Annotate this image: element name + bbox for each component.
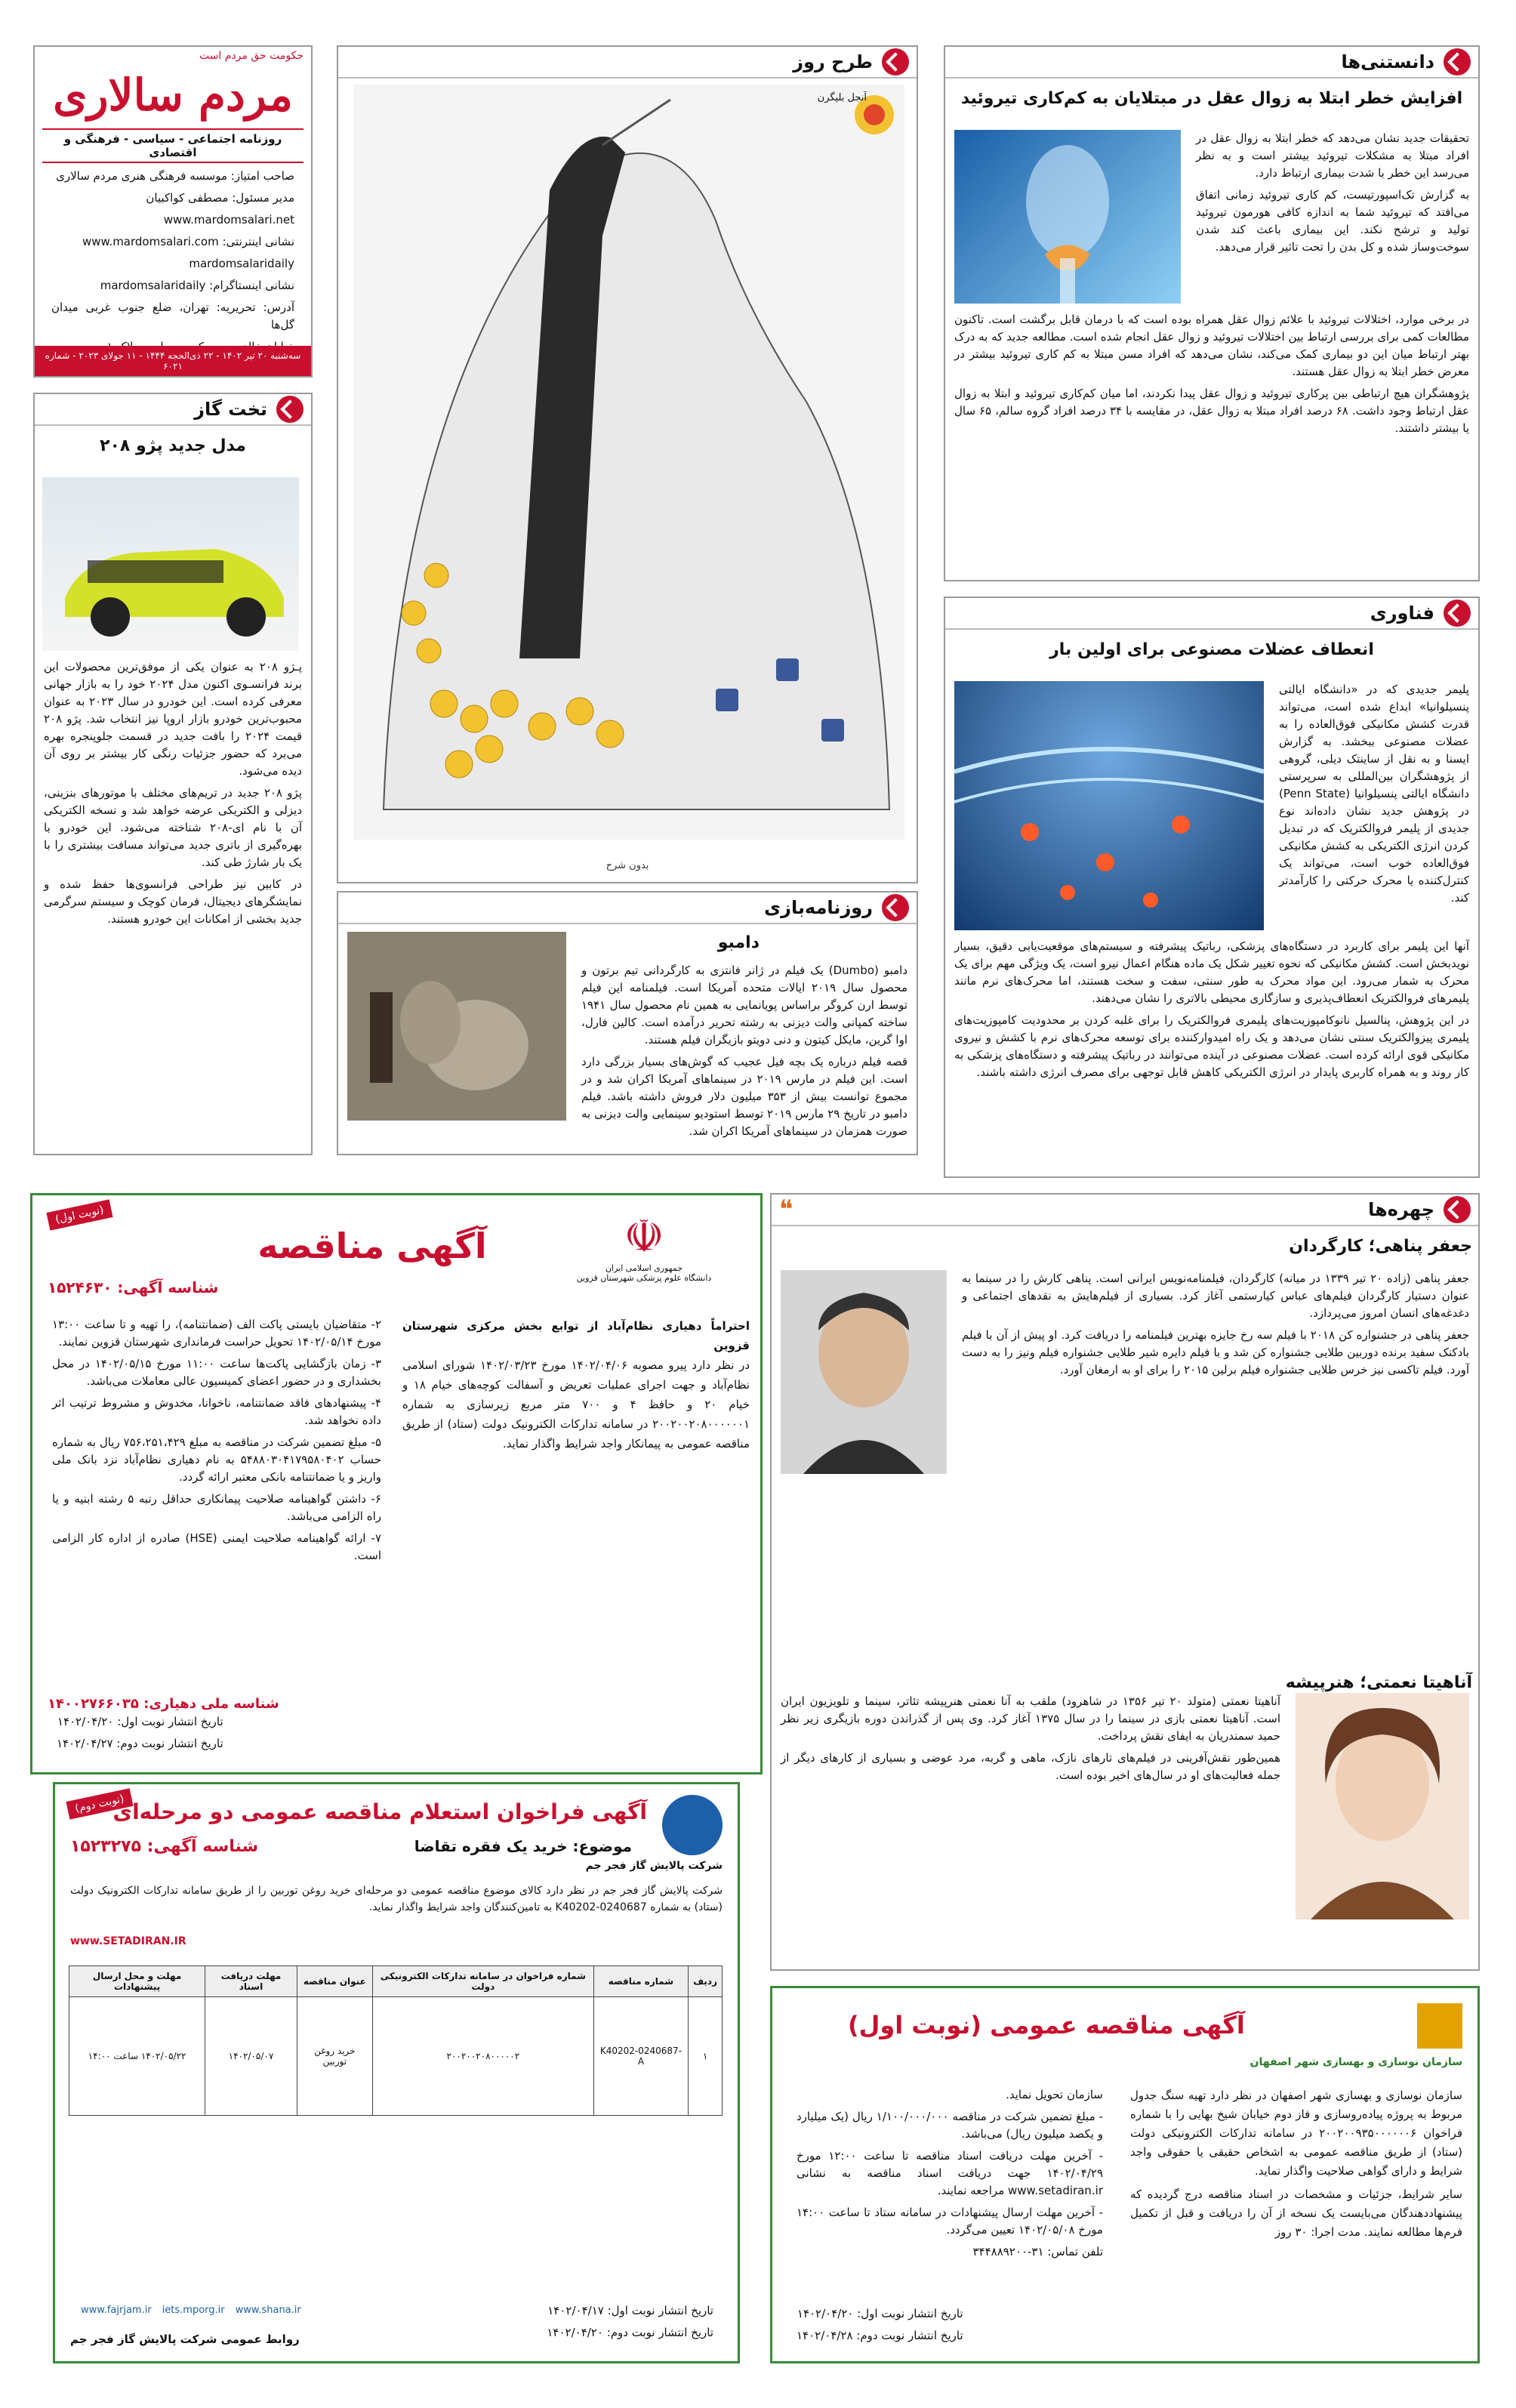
- table-header-cell: عنوان مناقصه: [297, 1966, 372, 1997]
- tender-dates: [787, 2305, 972, 2349]
- masthead-line: آدرس: تحریریه: تهران، ضلع جنوب غربی میدان گل‌ها: [51, 301, 294, 331]
- section-title: چهره‌ها: [1368, 1199, 1434, 1220]
- section-header-chehreha: [772, 1195, 1478, 1226]
- tender-intro: شرکت پالایش گاز فجر جم در نظر دارد کالای موضوع مناقصه عمومی دو مرحله‌ای خرید روغن توربین را از طریق سامانه تدارکات الکترونیک دولت (ستاد) به شماره K40202-0240687 به تامین‌کنندگان واجد شرایط واگذار نماید.: [70, 1885, 723, 1913]
- masthead-type: روزنامه اجتماعی - سیاسی - فرهنگی و اقتصادی: [42, 128, 304, 163]
- tender-item: - آخرین مهلت دریافت اسناد مناقصه تا ساعت ۱۲:۰۰ مورخ ۱۴۰۲/۰۴/۲۹ جهت دریافت اسناد مناقصه به نشانی www.setadiran.ir مراجعه نمایند.: [797, 2149, 1103, 2197]
- paragraph: دامبو (Dumbo) یک فیلم در ژانر فانتزی به کارگردانی تیم برتون و محصول سال ۲۰۱۹ ایالات متحده آمریکا است. فیلمنامه این فیلم توسط ارن کروگر براساس پویانمایی به همین نام محصول سال ۱۹۴۱ ساخته کمپانی والت دیزنی به رشته تحریر درآمده است. کالین فارل، اوا گرین، مایکل کیتون و دنی دویتو بازیگران فیلم هستند.: [581, 964, 907, 1047]
- tender-body-2: سایر شرایط، جزئیات و مشخصات در اسناد مناقصه درج گردیده که پیشنهاددهندگان می‌بایست یک نسخه از آن را دریافت و قبل از تکمیل فرم‌ها مطالعه نمایند. مدت اجرا: ۳۰ روز: [1130, 2188, 1462, 2239]
- car-photo: [42, 477, 299, 651]
- nioc-logo-icon: [662, 1795, 723, 1855]
- tender-national-id: شناسه ملی دهیاری: ۱۴۰۰۲۷۶۶۰۳۵: [48, 1696, 279, 1712]
- faces-section: [770, 1193, 1480, 1971]
- article-headline: دامبو: [717, 933, 760, 952]
- table-header-cell: مهلت و محل ارسال پیشنهادات: [69, 1966, 205, 1997]
- tender-date: تاریخ انتشار نوبت دوم: ۱۴۰۲/۰۴/۲۸: [797, 2329, 963, 2342]
- masthead-tagline: حکومت حق مردم است: [199, 50, 304, 62]
- cartoon-caption: بدون شرح: [605, 860, 649, 871]
- tender-ad-2: [53, 1782, 740, 2363]
- tender-item: ۲- متقاضیان بایستی پاکت الف (ضمانتنامه)، را تهیه و تا ساعت ۱۳:۰۰ مورخ ۱۴۰۲/۰۵/۱۴ تحویل حراست فرمانداری شهرستان قزوین نمایند.: [52, 1318, 381, 1349]
- section-header-danestaniha: [945, 47, 1478, 79]
- tender-badge: (نوبت اول): [46, 1199, 112, 1230]
- tender-dates: [48, 1713, 233, 1757]
- paragraph: پژوهشگران هیچ ارتباطی بین پرکاری تیروئید و زوال عقل پیدا نکردند، اما میان کم‌کاری تیروئید و ابتلا به زوال عقل ارتباط وجود داشت. ۶۸ درصد افراد مبتلا به زوال عقل، در مقایسه با ۳۴ درصد افراد گروه سالم، ۶۵ سال یا بیشتر داشتند.: [954, 387, 1469, 435]
- section-title: دانستنی‌ها: [1341, 51, 1434, 72]
- tender-item: ۶- داشتن گواهینامه صلاحیت پیمانکاری حداقل رتبه ۵ رشته ابنیه و یا راه الزامی می‌باشد.: [52, 1492, 381, 1523]
- tender-item: ۳- زمان بازگشایی پاکت‌ها ساعت ۱۱:۰۰ مورخ ۱۴۰۲/۰۵/۱۵ در محل بخشداری و در حضور اعضای کمیسیون عالی معاملات می‌باشد.: [52, 1357, 381, 1388]
- car-article: [33, 393, 313, 1155]
- masthead-line: www.mardomsalari.net: [163, 213, 294, 227]
- paragraph: همین‌طور نقش‌آفرینی در فیلم‌های تارهای نازک، ماهی و گربه، مرد عوضی و بسیاری از کارهای دیگر از جمله فعالیت‌های او در سال‌های اخیر بوده است.: [781, 1751, 1280, 1782]
- tender-org: سازمان نوسازی و بهسازی شهر اصفهان: [1249, 2056, 1462, 2068]
- tender-link[interactable]: www.shana.ir: [235, 2305, 301, 2316]
- masthead-line: نشانی اینترنتی: www.mardomsalari.com: [82, 235, 294, 248]
- paragraph: در این پژوهش، پنالسیل نانوکامپوزیت‌های پلیمری فروالکتریک را برای غلبه کردن بر محدودیت کامپوزیت‌های پلیمری پیزوالکتریک سنتی نشان می‌دهد و یک راه امیدوارکننده برای توسعه محرک‌های نرم با کشش و نیروی مکانیکی قوی ارائه کرده است. عضلات مصنوعی در آینده می‌توانند در رباتیک پیشرفته و دستگاه‌های پزشکی به کار روند و به همراه کاربری پایدار در انرژی الکتریکی کاهش قابل توجهی برای مصرف انرژی داشته باشند.: [954, 1013, 1469, 1079]
- panahi-photo: [781, 1270, 947, 1474]
- article-body-continued: [945, 311, 1478, 442]
- masthead-line: صاحب امتیاز: موسسه فرهنگی هنری مردم سالاری: [56, 169, 294, 183]
- iran-emblem-icon: ☫ جمهوری اسلامی ایران دانشگاه علوم پزشکی شهرستان قزوین: [561, 1210, 727, 1283]
- section-arrow-icon: [882, 894, 909, 921]
- tender-item: ۷- ارائه گواهینامه صلاحیت ایمنی (HSE) صادره از اداره کار الزامی است.: [52, 1531, 381, 1562]
- polymer-image: [954, 681, 1264, 930]
- tender-title: آگهی مناقصه: [257, 1226, 487, 1266]
- tender-lead: احتراماً دهیاری نظام‌آباد از توابع بخش مرکزی شهرستان قزوین: [402, 1319, 750, 1352]
- tender-footer: روابط عمومی شرکت پالایش گاز فجر جم: [70, 2332, 300, 2346]
- tender-date: تاریخ انتشار نوبت اول: ۱۴۰۲/۰۴/۲۰: [57, 1715, 223, 1728]
- table-header-cell: شماره فراخوان در سامانه تدارکات الکترونیکی دولت: [372, 1966, 593, 1997]
- section-header-takht-gaz: [35, 394, 311, 426]
- paragraph: پژو ۲۰۸ جدید در تریم‌های مختلف با موتورهای بنزینی، دیزلی و الکتریکی عرضه خواهد شد و نسخه الکتریکی آن با نام ای-۲۰۸ شناخته می‌شود. این خودرو با بهره‌گیری از باتری جدید می‌تواند مسافت بیشتری را با یک بار شارژ طی کند.: [44, 786, 302, 869]
- panahi-headline: جعفر پناهی؛ کارگردان: [1289, 1237, 1472, 1256]
- paragraph: جعفر پناهی در جشنواره کن ۲۰۱۸ با فیلم سه رخ جایزه بهترین فیلمنامه را دریافت کرد. او پیش از آن با فیلم بادکنک سفید برنده دوربین طلایی جشنواره کن شد و با فیلم دایره شیر طلایی جشنواره فیلم ونیز را به دست آورد. فیلم تاکسی نیز خرس طلایی جشنواره فیلم برلین ۲۰۱۵ را برای او به ارمغان آورد.: [962, 1328, 1469, 1377]
- tender-item: - مبلغ تضمین شرکت در مناقصه ۱/۱۰۰/۰۰۰/۰۰۰ ریال (یک میلیارد و یکصد میلیون ریال) می‌باشد.: [797, 2110, 1103, 2141]
- section-arrow-icon: [1444, 48, 1471, 76]
- tender-dates: [538, 2302, 723, 2346]
- tender-item: سازمان تحویل نماید.: [1006, 2088, 1103, 2101]
- tender-link[interactable]: www.fajrjam.ir: [81, 2305, 152, 2316]
- cartoon-artist: آنجل بلیگرن: [817, 92, 867, 103]
- tender-ad-id: شناسه آگهی: ۱۵۲۳۲۷۵: [70, 1837, 259, 1856]
- tender-links: [70, 2305, 301, 2316]
- nemati-headline: آناهیتا نعمتی؛ هنرپیشه: [1285, 1673, 1472, 1692]
- masthead-line: نشانی اینستاگرام: mardomsalaridaily: [100, 279, 294, 292]
- tender-item: - آخرین مهلت ارسال پیشنهادات در سامانه ستاد تا ساعت ۱۴:۰۰ مورخ ۱۴۰۲/۰۵/۰۸ تعیین می‌گردد.: [797, 2206, 1103, 2237]
- paragraph: در کابین نیز طراحی فرانسوی‌ها حفظ شده و نمایشگرهای دیجیتال، فرمان کوچک و سیستم سرگرمی جدید بخشی از امکانات این خودرو هستند.: [44, 877, 302, 926]
- section-arrow-icon: [1444, 600, 1471, 627]
- paragraph: آناهیتا نعمتی (متولد ۲۰ تیر ۱۳۵۶ در شاهرود) ملقب به آنا نعمتی هنرپیشه تئاتر، سینما و تلویزیون ایران است. آناهیتا نعمتی بازی در سینما را در سال ۱۳۷۵ آغاز کرد. وی پس از گذراندن دوره بازیگری زیر نظر حمید سمندریان به ایفای نقش پرداخت.: [781, 1694, 1281, 1743]
- table-cell: ۱: [689, 1997, 723, 2116]
- table-cell: ۱۴۰۲/۰۵/۰۷: [205, 1997, 297, 2116]
- table-header-cell: مهلت دریافت اسناد: [205, 1966, 297, 1997]
- tender-date: تاریخ انتشار نوبت اول: ۱۴۰۲/۰۴/۱۷: [547, 2304, 713, 2317]
- section-header-tarh-rooz: [338, 47, 917, 79]
- tender-left-column: [787, 2086, 1112, 2265]
- tender-table: [69, 1966, 723, 2116]
- paragraph: در برخی موارد، اختلالات تیروئید با علائم زوال عقل همراه بوده است که با درمان قابل برگشت است. تاکنون مطالعات کمی برای بررسی ارتباط بین اختلالات تیروئید و زوال عقل انجام شده است. مطالعه جدید که به درک بهتر ارتباط میان این دو بیماری کمک می‌کند، نشان می‌دهد که افراد مسن مبتلا به کم کاری تیروئید بیشتر در معرض خطر ابتلا به زوال عقل هستند.: [954, 313, 1469, 378]
- movie-article: [337, 891, 918, 1155]
- article-body: [1187, 130, 1478, 261]
- tech-article: [944, 597, 1480, 1178]
- article-headline: مدل جدید پژو ۲۰۸: [100, 436, 246, 455]
- tender-item: تلفن تماس: ۳۱-۳۴۴۸۸۹۲۰۰: [972, 2245, 1103, 2258]
- tender-badge: (نوبت دوم): [66, 1788, 133, 1819]
- thyroid-article: [944, 45, 1480, 581]
- tender-date: تاریخ انتشار نوبت اول: ۱۴۰۲/۰۴/۲۰: [797, 2307, 963, 2320]
- tender-title: آگهی فراخوان استعلام مناقصه عمومی دو مرحله‌ای: [112, 1799, 647, 1824]
- thyroid-illustration: [954, 130, 1181, 304]
- masthead-date: سه‌شنبه ۲۰ تیر ۱۴۰۲ - ۲۲ ذی‌الحجه ۱۴۴۴ - ۱۱ جولای ۲۰۲۳ - شماره ۶۰۲۱: [35, 346, 311, 376]
- paragraph: پلیمر جدیدی که در «دانشگاه ایالتی پنسیلوانیا» ابداع شده است، می‌تواند قدرت کشش مکانیکی فوق‌العاده را به عضلات مصنوعی ببخشد. به گزارش ایسنا و به نقل از ساینتک دیلی، گروهی از پژوهشگران بین‌المللی به سرپرستی دانشگاه ایالتی پنسیلوانیا (Penn State) در پژوهش جدید نشان داده‌اند نوع جدیدی از پلیمر فروالکتریک که در تبدیل کردن انرژی الکتریکی به کشش مکانیکی فوق‌العاده خوب است، می‌تواند یک کنترل‌کننده یا محرک حرکتی را کارآمدتر کند.: [1279, 683, 1470, 905]
- section-header-fanavari: [945, 598, 1478, 630]
- tender-right-column: [1130, 2086, 1462, 2242]
- tender-date: تاریخ انتشار نوبت دوم: ۱۴۰۲/۰۴/۲۰: [547, 2326, 713, 2339]
- section-header-rooznamebazi: [338, 893, 917, 924]
- tender-ad-id: شناسه آگهی: ۱۵۲۴۶۳۰: [48, 1278, 219, 1296]
- tender-date: تاریخ انتشار نوبت دوم: ۱۴۰۲/۰۴/۲۷: [57, 1737, 223, 1750]
- section-title: تخت گاز: [194, 399, 267, 420]
- tender-org-top: جمهوری اسلامی ایران: [605, 1263, 683, 1273]
- section-title: طرح روز: [793, 51, 873, 72]
- article-headline: افزایش خطر ابتلا به زوال عقل در مبتلایان به کم‌کاری تیروئید: [960, 89, 1463, 108]
- table-header-cell: ردیف: [689, 1966, 723, 1997]
- tender-title: آگهی مناقصه عمومی (نوبت اول): [848, 2011, 1245, 2040]
- paragraph: قصه فیلم درباره یک بچه فیل عجیب که گوش‌های بسیار بزرگی دارد است. این فیلم در مارس ۲۰۱۹ در سینماهای آمریکا اکران شد و در مجموع توانست بیش از ۳۵۳ میلیون دلار فروش داشته باشد. فیلم دامبو در تاریخ ۲۹ مارس ۲۰۱۹ توسط استودیو سینمایی والت دیزنی به صورت همزمان در سینماهای آمریکا اکران شد.: [581, 1055, 907, 1138]
- cartoon-box: [337, 45, 918, 883]
- dumbo-photo: [347, 932, 566, 1121]
- masthead: [33, 45, 313, 378]
- panahi-body: [953, 1270, 1478, 1383]
- speech-bubble-icon: ❝: [779, 1195, 793, 1225]
- masthead-line: مدیر مسئول: مصطفی کواکبیان: [146, 191, 294, 205]
- nemati-photo: [1296, 1693, 1469, 1919]
- nemati-body: [772, 1693, 1290, 1789]
- article-body: [35, 658, 311, 933]
- tender-ad-1: [30, 1193, 763, 1774]
- table-header-cell: شماره مناقصه: [593, 1966, 688, 1997]
- paragraph: به گزارش تک‌اسپورتیست، کم کاری تیروئید زمانی اتفاق می‌افتد که تیروئید شما به اندازه کافی هورمون تیروئید تولید و ترشح نکند. این بیماری باعث کند شدن سوخت‌وساز شده و کل بدن را تحت تاثیر قرار می‌دهد.: [1196, 188, 1469, 254]
- tender-body: سازمان نوسازی و بهسازی شهر اصفهان در نظر دارد تهیه سنگ جدول مربوط به پروژه پیاده‌روسازی و فاز دوم خیابان شیخ بهایی را با شماره فراخوان ۲۰۰۲۰۰۹۳۵۰۰۰۰۰۰۶ در سامانه تدارکات الکترونیکی دولت (ستاد) از طریق مناقصه عمومی به اشخاص حقیقی یا حقوقی واجد شرایط و دارای گواهی صلاحیت واگذار نماید.: [1130, 2089, 1462, 2178]
- tender-item: ۵- مبلغ تضمین شرکت در مناقصه به مبلغ ۷۵۶،۲۵۱،۴۲۹ ریال به شماره حساب ۵۴۸۸۰۳۰۴۱۷۹۵۸۰۴۰۲ به نام دهیاری نظام‌آباد نزد بانک ملی واریز و یا ضمانتنامه بانکی معتبر ارائه گردد.: [52, 1435, 381, 1484]
- table-cell: ۱۴۰۲/۰۵/۲۲ ساعت ۱۴:۰۰: [69, 1997, 205, 2116]
- table-row: [69, 1997, 723, 2116]
- article-headline: انعطاف عضلات مصنوعی برای اولین بار: [1049, 640, 1374, 659]
- table-cell: ۲۰۰۲۰۰۲۰۸۰۰۰۰۰۲: [372, 1997, 593, 2116]
- tender-ad-3: [770, 1986, 1480, 2363]
- section-title: روزنامه‌بازی: [764, 897, 873, 918]
- article-body-continued: [945, 938, 1478, 1086]
- section-title: فناوری: [1370, 603, 1434, 624]
- tender-site[interactable]: www.SETADIRAN.IR: [70, 1935, 186, 1947]
- isfahan-logo-icon: [1417, 2003, 1462, 2049]
- tender-body: در نظر دارد پیرو مصوبه ۱۴۰۲/۰۴/۰۶ مورخ ۱۴۰۲/۰۳/۲۳ شورای اسلامی نظام‌آباد و جهت اجرای عملیات تعریض و آسفالت کوچه‌های خیام ۱۸ و خیام ۲۰ و حافظ ۴ و ۷۰۰ متر مربع زیرسازی به شماره ۲۰۰۲۰۰۲۰۸۰۰۰۰۰۰۱ در سامانه تدارکات الکترونیک دولت (ستاد) از طریق مناقصه عمومی به پیمانکار واجد شرایط واگذار نماید.: [402, 1358, 750, 1451]
- paragraph: تحقیقات جدید نشان می‌دهد که خطر ابتلا به زوال عقل در افراد مبتلا به مشکلات تیروئید بیشتر است و به نظر می‌رسد این خطر با شدت بیماری ارتباط دارد.: [1196, 131, 1469, 180]
- section-arrow-icon: [882, 48, 909, 76]
- tender-right-column: [402, 1316, 750, 1454]
- paragraph: آنها این پلیمر برای کاربرد در دستگاه‌های پزشکی، رباتیک پیشرفته و سیستم‌های موقعیت‌یابی دقیق، بسیار نویدبخش است. کشش مکانیکی که نحوه تغییر شکل یک ماده هنگام اعمال نیرو است، یک ویژگی مهم برای یک محرک به شمار می‌رود. این مواد محرک به طور سنتی، سفت و سخت هستند، اما محرک‌های نرم مانند پلیمرهای فروالکتریک انعطاف‌پذیری و سازگاری محیطی بالاتری را نشان می‌دهند.: [954, 939, 1469, 1005]
- table-cell: K40202-0240687-A: [593, 1997, 688, 2116]
- tender-company: شرکت پالایش گاز فجر جم: [585, 1860, 723, 1872]
- masthead-logo: مردم سالاری: [53, 69, 293, 121]
- article-body: [1270, 681, 1478, 911]
- tender-org-sub: دانشگاه علوم پزشکی شهرستان قزوین: [576, 1273, 712, 1283]
- paragraph: پـژو ۲۰۸ به عنوان یکی از موفق‌ترین محصولات این برند فرانسـوی اکنون مدل ۲۰۲۴ خود را به بازار جهانی معرفی کرده است. این خودرو در سال ۲۰۲۳ به عنوان محبوب‌ترین خودرو بازار اروپا نیز انتخاب شد. پژو ۲۰۸ قیمت ۲۰۲۴ را بافت جدید در قسمت جلوپنجره بهره می‌برد که حضور جزئیات رنگی کار بیشتر بر روی آن دیده می‌شود.: [44, 660, 303, 778]
- masthead-line: mardomsalaridaily: [189, 257, 294, 270]
- tender-item: ۴- پیشنهادهای فاقد ضمانتنامه، ناخوانا، مخدوش و مشروط ترتیب اثر داده نخواهد شد.: [52, 1396, 381, 1427]
- tender-link[interactable]: iets.mporg.ir: [162, 2305, 225, 2316]
- section-arrow-icon: [276, 396, 304, 423]
- paragraph: جعفر پناهی (زاده ۲۰ تیر ۱۳۳۹ در میانه) کارگردان، فیلمنامه‌نویس ایرانی است. پناهی کارش را در سینما به عنوان دستیار کارگردان فیلم‌های عباس کیارستمی آغاز کرد. بسیاری از فیلم‌هایش به نقدهای اجتماعی و دغدغه‌های انسان امروز می‌پردازد.: [962, 1272, 1469, 1320]
- tender-left-column: [43, 1316, 390, 1569]
- article-body: [572, 962, 917, 1145]
- section-arrow-icon: [1444, 1196, 1471, 1223]
- tender-subject: موضوع: خرید یک فقره تقاضا: [414, 1837, 632, 1855]
- cartoon-image: [353, 85, 904, 840]
- table-header-row: [69, 1966, 723, 1997]
- table-cell: خرید روغن توربین: [297, 1997, 372, 2116]
